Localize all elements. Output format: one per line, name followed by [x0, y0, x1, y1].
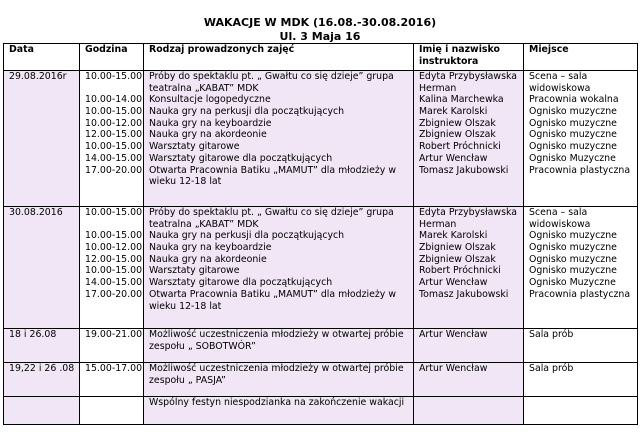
cell-line: 14.00-15.00 — [85, 277, 143, 289]
cell-line — [85, 176, 143, 188]
cell-line: 30.08.2016 — [9, 207, 63, 218]
time-cell — [80, 71, 144, 207]
cell-line: widowiskowa — [529, 82, 591, 94]
place-cell — [524, 329, 638, 363]
cell-line: Możliwość uczestniczenia młodzieży w otwartej próbie — [149, 329, 404, 340]
place-cell — [524, 207, 638, 329]
schedule-table — [3, 43, 638, 425]
cell-line: Scena – sala — [529, 207, 588, 218]
time-cell — [80, 397, 144, 425]
cell-line: Ognisko muzyczne — [529, 253, 617, 265]
cell-line: Scena – sala — [529, 71, 588, 82]
cell-line: 29.08.2016r — [9, 71, 67, 82]
date-cell — [4, 71, 80, 207]
cell-line: 19,22 i 26 .08 — [9, 363, 75, 374]
date-cell — [4, 397, 80, 425]
cell-line: Ognisko Muzyczne — [529, 152, 616, 164]
cell-line — [9, 397, 79, 409]
cell-line — [419, 176, 523, 188]
cell-line: zespołu „ SOBOTWÓR” — [149, 340, 256, 352]
cell-line: Artur Wencław — [419, 277, 488, 289]
cell-line: Konsultacje logopedyczne — [149, 94, 271, 106]
cell-line: teatralna „KABAT” MDK — [149, 82, 259, 94]
cell-line: 10.00-15.00 — [85, 207, 143, 218]
date-cell — [4, 207, 80, 329]
cell-line: Warsztaty gitarowe dla początkujących — [149, 277, 333, 289]
activity-cell — [144, 71, 414, 207]
cell-line: Marek Karolski — [419, 230, 488, 242]
cell-line: Robert Próchnicki — [419, 265, 501, 277]
cell-line: 18 i 26.08 — [9, 329, 57, 340]
instructor-cell — [414, 207, 524, 329]
time-cell — [80, 363, 144, 397]
cell-line: Tomasz Jakubowski — [419, 164, 509, 176]
activity-cell — [144, 329, 414, 363]
cell-line: Warsztaty gitarowe — [149, 265, 240, 277]
document-title: WAKACJE W MDK (16.08.-30.08.2016) — [203, 16, 437, 29]
cell-line: zespołu „ PASJA” — [149, 374, 226, 386]
cell-line: Edyta Przybysławska — [419, 207, 517, 218]
cell-line: Sala prób — [529, 329, 574, 340]
cell-line: wieku 12-18 lat — [149, 300, 222, 312]
cell-line: 10.00-14.00 — [85, 94, 143, 106]
cell-line — [529, 397, 637, 409]
cell-line: Pracownia plastyczna — [529, 288, 631, 300]
cell-line: Otwarta Pracownia Batiku „MAMUT” dla młodzieży w — [149, 288, 396, 300]
cell-line: Marek Karolski — [419, 106, 488, 118]
header-date: Data — [4, 44, 80, 71]
header-activity: Rodzaj prowadzonych zajęć — [144, 44, 414, 71]
header-time: Godzina — [80, 44, 144, 71]
cell-line: 14.00-15.00 — [85, 152, 143, 164]
cell-line: Warsztaty gitarowe — [149, 141, 240, 153]
cell-line: Pracownia wokalna — [529, 94, 619, 106]
time-cell — [80, 329, 144, 363]
cell-line: Artur Wencław — [419, 363, 488, 374]
cell-line: Zbigniew Olszak — [419, 117, 496, 129]
cell-line: 12.00-15.00 — [85, 129, 143, 141]
cell-line: Tomasz Jakubowski — [419, 288, 509, 300]
header-place: Miejsce — [524, 44, 638, 71]
cell-line: Edyta Przybysławska — [419, 71, 517, 82]
cell-line: Wspólny festyn niespodzianka na zakończenie wakacji — [149, 397, 405, 408]
cell-line — [85, 397, 143, 409]
header-row — [4, 44, 638, 71]
cell-line: Herman — [419, 82, 457, 94]
cell-line — [419, 301, 523, 313]
cell-line: 10.00-15.00 — [85, 265, 143, 277]
cell-line: Herman — [419, 218, 457, 230]
date-cell — [4, 363, 80, 397]
cell-line: Próby do spektaklu pt. „ Gwałtu co się dzieje” grupa — [149, 207, 394, 218]
cell-line: Artur Wencław — [419, 152, 488, 164]
place-cell — [524, 71, 638, 207]
activity-cell — [144, 397, 414, 425]
cell-line: Ognisko muzyczne — [529, 230, 617, 242]
cell-line: 10.00-15.00 — [85, 71, 143, 82]
table-row — [4, 397, 638, 425]
header-instructor: Imię i nazwisko instruktora — [414, 44, 524, 71]
place-cell — [524, 363, 638, 397]
cell-line: teatralna „KABAT” MDK — [149, 218, 259, 230]
cell-line — [85, 219, 143, 231]
instructor-cell — [414, 71, 524, 207]
date-cell — [4, 329, 80, 363]
cell-line: Ognisko muzyczne — [529, 106, 617, 118]
cell-line: Warsztaty gitarowe dla początkujących — [149, 152, 333, 164]
cell-line: Ognisko muzyczne — [529, 265, 617, 277]
cell-line: Próby do spektaklu pt. „ Gwałtu co się dzieje” grupa — [149, 71, 394, 82]
cell-line: 17.00-20.00 — [85, 288, 143, 300]
cell-line: Nauka gry na keyboardzie — [149, 242, 272, 254]
instructor-cell — [414, 363, 524, 397]
cell-line — [529, 301, 637, 313]
cell-line: Ognisko Muzyczne — [529, 277, 616, 289]
cell-line: 10.00-15.00 — [85, 141, 143, 153]
cell-line: 10.00-15.00 — [85, 230, 143, 242]
cell-line: wieku 12-18 lat — [149, 176, 222, 188]
cell-line: 10.00-12.00 — [85, 117, 143, 129]
cell-line: Zbigniew Olszak — [419, 253, 496, 265]
place-cell — [524, 397, 638, 425]
activity-cell — [144, 207, 414, 329]
cell-line: Nauka gry na akordeonie — [149, 253, 267, 265]
cell-line: Otwarta Pracownia Batiku „MAMUT” dla młodzieży w — [149, 164, 396, 176]
cell-line: 10.00-12.00 — [85, 242, 143, 254]
cell-line — [529, 176, 637, 188]
cell-line: widowiskowa — [529, 218, 591, 230]
time-cell — [80, 207, 144, 329]
cell-line: Ognisko muzyczne — [529, 141, 617, 153]
cell-line: Nauka gry na perkusji dla początkujących — [149, 230, 345, 242]
cell-line: Nauka gry na perkusji dla początkujących — [149, 106, 345, 118]
cell-line: Kalina Marchewka — [419, 94, 504, 106]
table-row — [4, 207, 638, 329]
instructor-cell — [414, 397, 524, 425]
cell-line — [85, 301, 143, 313]
cell-line — [85, 83, 143, 95]
cell-line: 15.00-17.00 — [85, 363, 143, 374]
cell-line: Sala prób — [529, 363, 574, 374]
cell-line: Ognisko muzyczne — [529, 129, 617, 141]
table-row — [4, 363, 638, 397]
cell-line: Zbigniew Olszak — [419, 242, 496, 254]
cell-line: Nauka gry na keyboardzie — [149, 117, 272, 129]
table-row — [4, 71, 638, 207]
cell-line: Ognisko muzyczne — [529, 242, 617, 254]
cell-line: Artur Wencław — [419, 329, 488, 340]
cell-line: 10.00-15.00 — [85, 106, 143, 118]
instructor-cell — [414, 329, 524, 363]
cell-line: 12.00-15.00 — [85, 253, 143, 265]
document-address: Ul. 3 Maja 16 — [279, 30, 361, 43]
cell-line: Robert Próchnicki — [419, 141, 501, 153]
cell-line: Pracownia plastyczna — [529, 164, 631, 176]
cell-line: Możliwość uczestniczenia młodzieży w otwartej próbie — [149, 363, 404, 374]
cell-line: Ognisko muzyczne — [529, 117, 617, 129]
cell-line: 19.00-21.00 — [85, 329, 143, 340]
table-row — [4, 329, 638, 363]
cell-line: 17.00-20.00 — [85, 164, 143, 176]
cell-line — [419, 397, 523, 409]
cell-line: Zbigniew Olszak — [419, 129, 496, 141]
cell-line: Nauka gry na akordeonie — [149, 129, 267, 141]
activity-cell — [144, 363, 414, 397]
